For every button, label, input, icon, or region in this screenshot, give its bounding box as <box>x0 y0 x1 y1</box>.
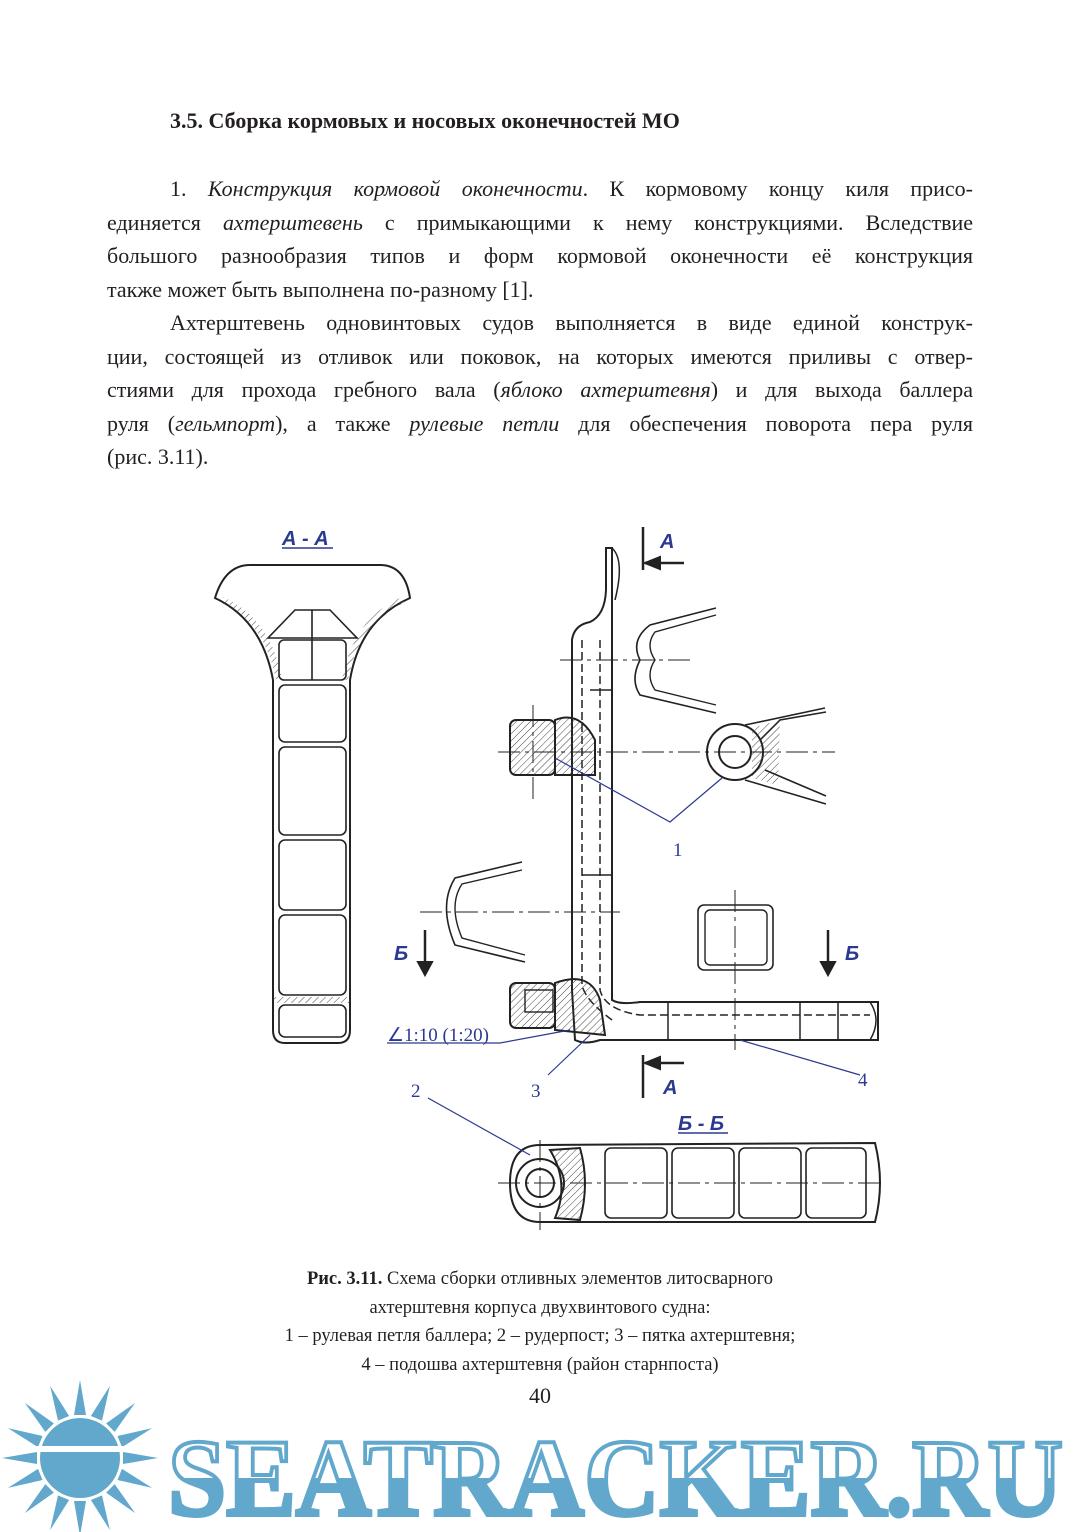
section-b-mark-right: Б <box>845 943 860 965</box>
italic-term: рулевые петли <box>409 410 560 436</box>
text-line: большого разнообразия типов и форм кормовой оконечности её конструкция <box>107 243 973 269</box>
text-line: Ахтерштевень одновинтовых судов выполняется в виде единой конструк- <box>170 310 973 335</box>
section-b-mark-left: Б <box>394 943 409 965</box>
text: с примыкающими к нему конструкциями. Вследствие <box>362 209 973 235</box>
text-line: ции, состоящей из отливок или поковок, на которых имеются приливы с отвер- <box>107 343 973 369</box>
section-aa-label: А - А <box>282 528 329 550</box>
text: единяется <box>107 209 223 235</box>
callout-2: 2 <box>411 1081 421 1102</box>
text-line: также может быть выполнена по-разному [1]. <box>107 276 534 302</box>
italic-term: ахтерштевень <box>222 209 363 235</box>
section-heading: 3.5. Сборка кормовых и носовых оконечностей МО <box>170 108 680 133</box>
text: ) и для выхода баллера <box>710 377 974 403</box>
figure-caption <box>0 1265 1080 1379</box>
caption-line <box>0 1265 1080 1294</box>
section-aa-drawing <box>215 565 410 1043</box>
watermark-text: SEATRACKER.RU <box>168 1417 1063 1532</box>
text: 1. <box>170 176 208 201</box>
callout-3: 3 <box>531 1081 541 1102</box>
section-a-mark-top: А <box>660 531 675 553</box>
text: стиями для прохода гребного вала ( <box>107 377 501 403</box>
text: для обеспечения поворота пера руля <box>559 410 973 436</box>
caption-line: ахтерштевня корпуса двухвинтового судна: <box>369 1297 711 1318</box>
italic-term: гельмпорт <box>175 410 276 436</box>
caption-line: 1 – рулевая петля баллера; 2 – рудерпост; 3 – пятка ахтерштевня; <box>284 1326 796 1346</box>
text-line: (рис. 3.11). <box>107 444 209 470</box>
caption-line: 4 – подошва ахтерштевня (район старнпоста) <box>361 1354 719 1375</box>
slope-label: ∠1:10 (1:20) <box>387 1025 489 1046</box>
page-number: 40 <box>529 1383 551 1408</box>
text: ), а также <box>275 410 410 436</box>
text: руля ( <box>107 410 176 436</box>
callout-4: 4 <box>858 1070 868 1091</box>
callout-1: 1 <box>673 840 683 861</box>
section-bb-label: Б - Б <box>678 1113 725 1135</box>
caption-text: Схема сборки отливных элементов литосварного <box>382 1269 774 1289</box>
sternframe-drawing <box>418 527 885 1230</box>
text: . К кормовому концу киля присо- <box>582 176 974 201</box>
italic-term: Конструкция кормовой оконечности <box>207 176 583 201</box>
italic-term: яблоко ахтерштевня <box>500 377 711 403</box>
section-a-mark-bottom: А <box>663 1077 678 1099</box>
caption-label: Рис. 3.11. <box>306 1269 383 1289</box>
